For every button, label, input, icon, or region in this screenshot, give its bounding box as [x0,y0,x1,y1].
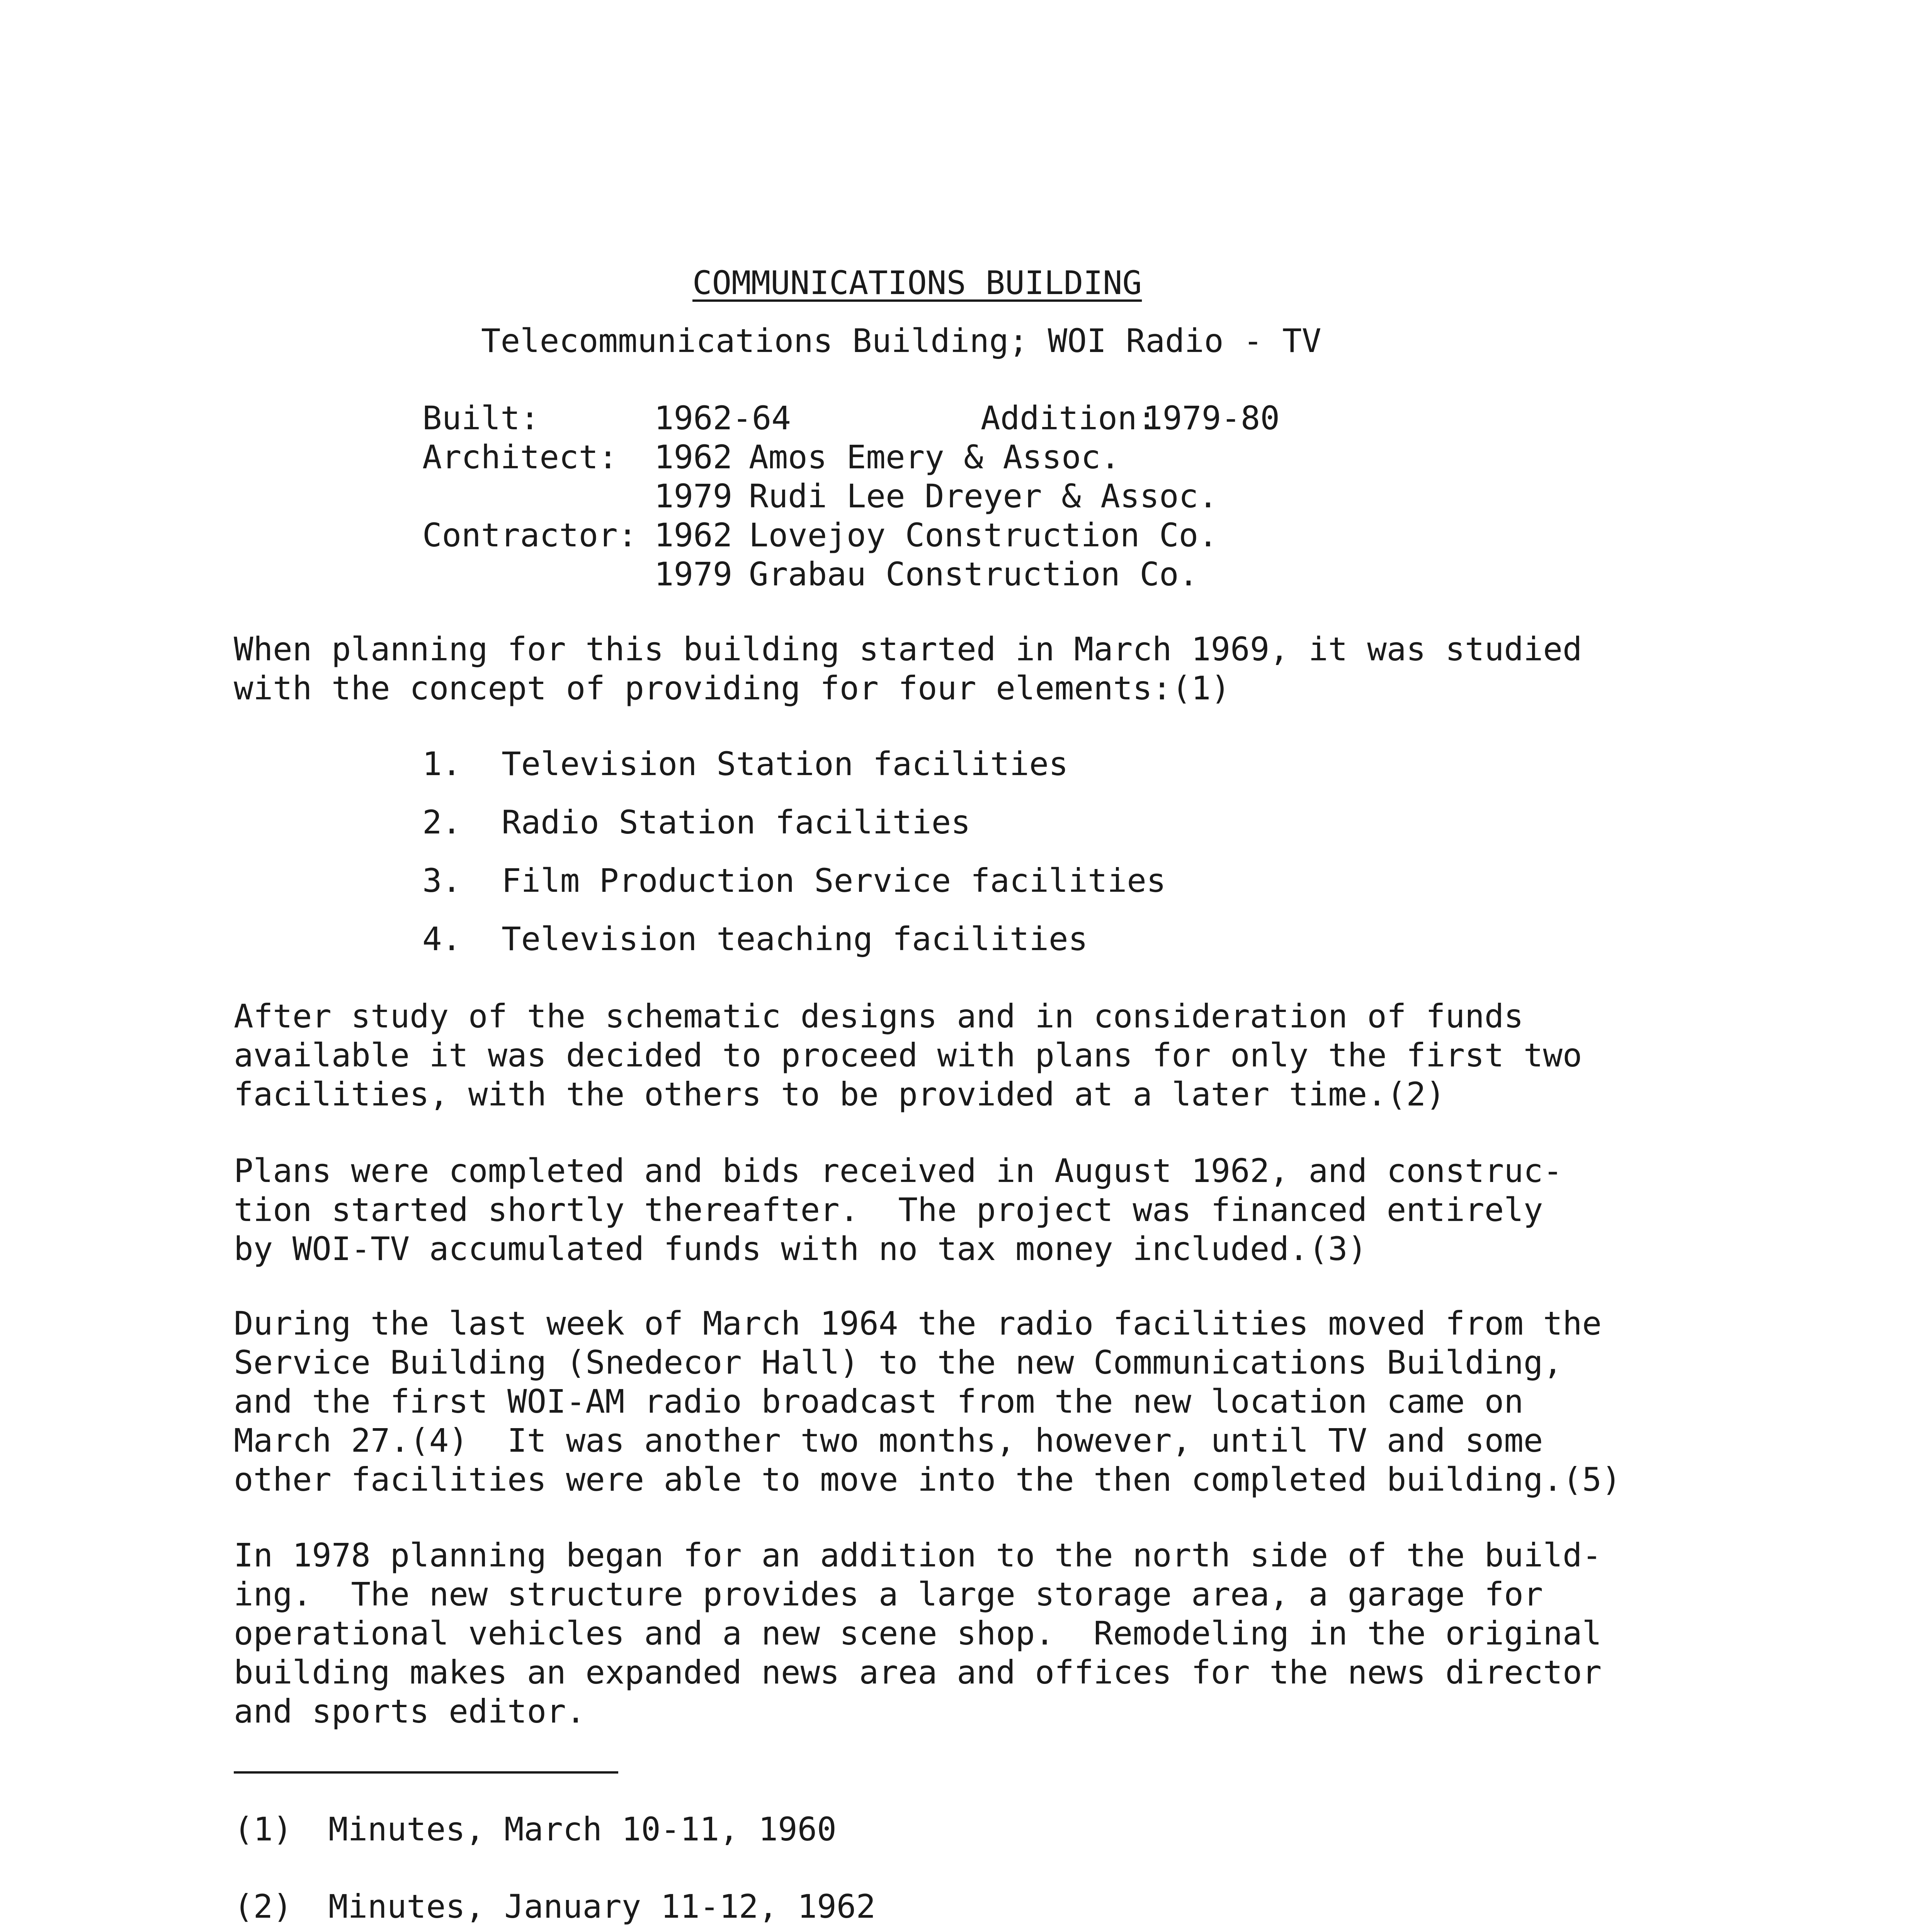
list-item [422,803,1166,861]
page-subtitle: Telecommunications Building; WOI Radio - TV [481,322,1321,360]
paragraph-line: and sports editor. [234,1692,586,1730]
paragraph-line: facilities, with the others to be provided at a later time.(2) [234,1075,1446,1113]
footnote-divider [234,1771,618,1774]
paragraph-line: tion started shortly thereafter. The project was financed entirely [234,1191,1543,1229]
list-item-text: Television Station facilities [502,745,1068,783]
list-item [422,745,1166,803]
contractor-year: 1962 [654,516,733,554]
paragraph-line: After study of the schematic designs and in consideration of funds [234,997,1524,1035]
paragraph-line: operational vehicles and a new scene shop. Remodeling in the original [234,1614,1602,1652]
architect-name: Rudi Lee Dreyer & Assoc. [749,477,1218,515]
body-paragraph [234,1304,1857,1499]
list-item [422,920,1166,978]
list-item [422,861,1166,920]
paragraph-line: building makes an expanded news area and offices for the news director [234,1653,1602,1691]
paragraph-line: Plans were completed and bids received in August 1962, and construc- [234,1152,1563,1190]
contractor-name: Grabau Construction Co. [749,555,1199,593]
list-item-number: 3. [422,862,462,900]
paragraph-line: available it was decided to proceed with plans for only the first two [234,1036,1582,1074]
built-value: 1962-64 [654,399,791,437]
architect-row [422,477,1280,516]
paragraph-line: Service Building (Snedecor Hall) to the new Communications Building, [234,1344,1563,1381]
footnotes [234,1810,954,1932]
contractor-year: 1979 [654,555,733,593]
contractor-row [422,516,1280,555]
footnote-number: (2) [234,1888,293,1925]
architect-label: Architect: [422,438,618,476]
addition-value: 1979-80 [1143,399,1280,437]
architect-year: 1979 [654,477,733,515]
paragraph-line: ing. The new structure provides a large storage area, a garage for [234,1575,1543,1613]
list-item-number: 2. [422,803,462,841]
built-row [422,399,1280,438]
list-item-text: Television teaching facilities [502,920,1088,958]
built-label: Built: [422,399,540,437]
architect-row [422,438,1280,477]
paragraph-line: other facilities were able to move into the then completed building.(5) [234,1461,1621,1498]
intro-paragraph [234,630,1857,708]
list-item-text: Film Production Service facilities [502,862,1166,900]
footnote [234,1887,954,1932]
contractor-label: Contractor: [422,516,638,554]
elements-list [422,745,1166,978]
paragraph-line: In 1978 planning began for an addition to the north side of the build- [234,1536,1602,1574]
page-title: COMMUNICATIONS BUILDING [692,264,1142,302]
addition-label: Addition: [981,399,1157,437]
body-paragraph [234,997,1857,1114]
footnote [234,1810,954,1887]
footnote-text: Minutes, January 11-12, 1962 [328,1888,876,1925]
body-paragraph [234,1151,1857,1269]
architect-name: Amos Emery & Assoc. [749,438,1120,476]
paragraph-line: by WOI-TV accumulated funds with no tax money included.(3) [234,1230,1367,1268]
paragraph-line: During the last week of March 1964 the radio facilities moved from the [234,1304,1602,1342]
paragraph-line: with the concept of providing for four elements:(1) [234,669,1231,707]
paragraph-line: March 27.(4) It was another two months, however, until TV and some [234,1422,1543,1459]
building-facts [422,399,1280,594]
body-paragraph [234,1536,1857,1731]
architect-year: 1962 [654,438,733,476]
paragraph-line: When planning for this building started in March 1969, it was studied [234,630,1582,668]
contractor-name: Lovejoy Construction Co. [749,516,1218,554]
contractor-row [422,555,1280,594]
footnote-text: Minutes, March 10-11, 1960 [328,1810,837,1848]
paragraph-line: and the first WOI-AM radio broadcast from the new location came on [234,1383,1524,1420]
list-item-number: 1. [422,745,462,783]
list-item-text: Radio Station facilities [502,803,971,841]
list-item-number: 4. [422,920,462,958]
footnote-number: (1) [234,1810,293,1848]
